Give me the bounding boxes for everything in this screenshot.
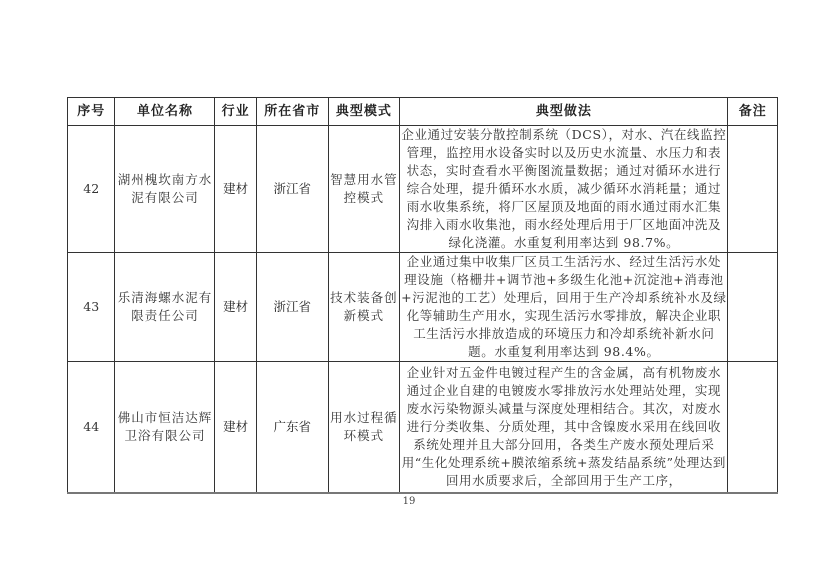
cell-name: 湖州槐坎南方水泥有限公司 [115,126,215,253]
enterprise-table [67,97,778,494]
header-mode: 典型模式 [328,98,400,126]
cell-practice: 企业通过安装分散控制系统（DCS），对水、汽在线监控管理，监控用水设备实时以及历史水流量、水压力和表状态，实时查看水平衡图流量数据；通过对循环水进行综合处理，提升循环水水质，减少循环水消耗量；通过雨水收集系统，将厂区屋顶及地面的雨水通过雨水汇集沟排入雨水收集池，雨水经处理后用于厂区地面冲洗及绿化浇灌。水重复利用率达到 98.7%。 [400,126,728,253]
cell-industry: 建材 [215,126,256,253]
cell-name: 乐清海螺水泥有限责任公司 [115,253,215,362]
cell-industry: 建材 [215,253,256,362]
cell-mode: 用水过程循环模式 [328,362,400,494]
cell-note [728,362,778,494]
page-number: 19 [402,496,416,507]
cell-industry: 建材 [215,362,256,494]
cell-province: 广东省 [256,362,328,494]
cell-mode: 技术装备创新模式 [328,253,400,362]
cell-mode: 智慧用水管控模式 [328,126,400,253]
header-seq: 序号 [68,98,115,126]
header-province: 所在省市 [256,98,328,126]
header-name: 单位名称 [115,98,215,126]
cell-practice: 企业针对五金件电镀过程产生的含金属，高有机物废水通过企业自建的电镀废水零排放污水处理站处理，实现废水污染物源头减量与深度处理相结合。其次，对废水进行分类收集、分质处理，其中含镍废水采用在线回收系统处理并且大部分回用，各类生产废水预处理后采用“生化处理系统+膜浓缩系统+蒸发结晶系统”处理达到回用水质要求后，全部回用于生产工序， [400,362,728,494]
table-row [68,362,778,494]
header-note: 备注 [728,98,778,126]
header-industry: 行业 [215,98,256,126]
cell-seq: 42 [68,126,115,253]
cell-province: 浙江省 [256,253,328,362]
header-practice: 典型做法 [400,98,728,126]
cell-province: 浙江省 [256,126,328,253]
cell-practice: 企业通过集中收集厂区员工生活污水、经过生活污水处理设施（格栅井+调节池+多级生化池+沉淀池+消毒池+污泥池的工艺）处理后，回用于生产冷却系统补水及绿化等辅助生产用水，实现生活污水零排放，解决企业职工生活污水排放造成的环境压力和冷却系统补新水问题。水重复利用率达到 98.4%。 [400,253,728,362]
cell-seq: 43 [68,253,115,362]
table-row [68,126,778,253]
cell-note [728,253,778,362]
cell-seq: 44 [68,362,115,494]
table-header-row [68,98,778,126]
cell-note [728,126,778,253]
table-row [68,253,778,362]
cell-name: 佛山市恒洁达辉卫浴有限公司 [115,362,215,494]
